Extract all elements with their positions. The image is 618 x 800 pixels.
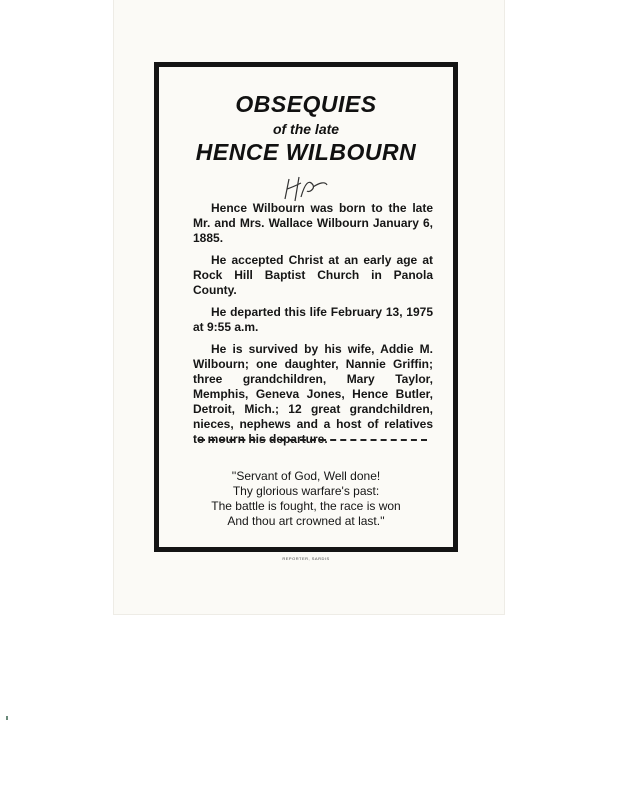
obituary-text (193, 201, 433, 454)
heading-of-the-late: of the late (272, 121, 340, 137)
scan-speck (6, 716, 8, 720)
poem-line: ''Servant of God, Well done! (231, 469, 381, 483)
printer-credit: REPORTER, SARDIS (282, 556, 330, 561)
obituary-border-frame (154, 62, 458, 552)
paragraph-survivors: He is survived by his wife, Addie M. Wilbourn; one daughter, Nannie Griffin; three grandchildren, Mary Taylor, Memphis, Geneva Jones, Hence Butler, Detroit, Mich.; 12 great grandchildren, nieces, nephews and a host of relatives to mourn his departure. (193, 342, 433, 446)
paragraph-faith: He accepted Christ at an early age at Rock Hill Baptist Church in Panola County. (193, 253, 433, 297)
dashed-divider (199, 439, 427, 441)
paragraph-death: He departed this life February 13, 1975 at 9:55 a.m. (193, 305, 433, 334)
paragraph-birth: Hence Wilbourn was born to the late Mr. and Mrs. Wallace Wilbourn January 6, 1885. (193, 201, 433, 245)
poem-line: The battle is fought, the race is won (211, 499, 401, 513)
poem-line: Thy glorious warfare's past: (232, 484, 380, 498)
poem-verse (159, 469, 453, 529)
heading-deceased-name: HENCE WILBOURN (195, 139, 417, 165)
heading-obsequies: OBSEQUIES (235, 91, 377, 117)
poem-line: And thou art crowned at last.'' (227, 514, 385, 528)
